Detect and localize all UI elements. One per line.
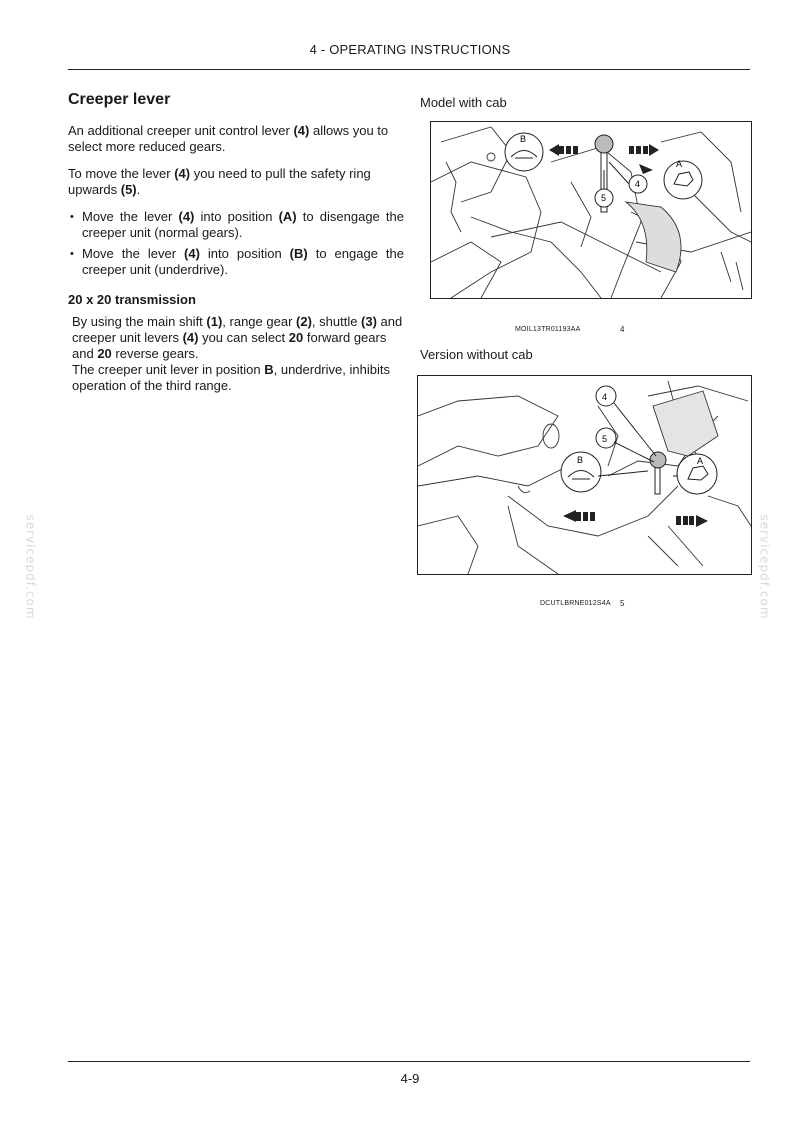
text-column xyxy=(68,90,404,394)
bullet-position-b: • Move the lever (4) into position (B) to engage the creeper unit (underdrive). xyxy=(70,246,404,277)
figure-5-callout-4: 4 xyxy=(602,392,608,402)
cab-lever-drawing xyxy=(431,122,751,298)
subheading-transmission: 20 x 20 transmission xyxy=(68,292,196,307)
transmission-paragraph: By using the main shift (1), range gear (2), shuttle (3) and creeper unit levers (4) you can select 20 forward gears and 20 reverse gears. The creeper unit lever in position B, underdrive, inhibits operation of the third range. xyxy=(72,314,403,393)
bullet-position-a: • Move the lever (4) into position (A) to disengage the creeper unit (normal gears). xyxy=(70,209,404,240)
figure-4-number: 4 xyxy=(620,325,625,334)
figure-4-code: MOIL13TR01193AA xyxy=(515,326,581,333)
figure-5-number: 5 xyxy=(620,599,625,608)
figure-4-callout-4: 4 xyxy=(635,179,641,189)
figure-5-no-cab-illustration xyxy=(417,375,752,575)
figure-5-callout-a: A xyxy=(697,456,704,466)
figure-4-callout-b: B xyxy=(520,134,527,144)
intro-paragraph: An additional creeper unit control lever (4) allows you to select more reduced gears. xyxy=(68,123,389,154)
page-header-title: 4 - OPERATING INSTRUCTIONS xyxy=(309,42,511,57)
figure-4-callout-a: A xyxy=(676,159,683,169)
no-cab-lever-drawing xyxy=(418,376,751,574)
section-title: Creeper lever xyxy=(68,91,171,108)
position-bullet-list xyxy=(68,209,404,278)
figure-4-cab-illustration xyxy=(430,121,752,299)
figure-5-caption: Version without cab xyxy=(420,347,533,362)
figure-5-callout-5: 5 xyxy=(602,434,608,444)
watermark-left: servicepdf.com xyxy=(23,514,38,620)
figure-4-callout-5: 5 xyxy=(601,193,607,203)
figure-4-caption: Model with cab xyxy=(420,95,507,110)
bullet-dot: • xyxy=(70,248,74,260)
figure-5-callout-b: B xyxy=(577,455,584,465)
safety-ring-paragraph: To move the lever (4) you need to pull the safety ring upwards (5). xyxy=(68,166,371,197)
watermark-right: servicepdf.com xyxy=(757,514,772,620)
footer-rule xyxy=(68,1061,750,1062)
page-number: 4-9 xyxy=(400,1071,420,1086)
header-rule xyxy=(68,69,750,70)
bullet-dot: • xyxy=(70,211,74,223)
figure-5-code: DCUTLBRNE012S4A xyxy=(540,600,611,607)
